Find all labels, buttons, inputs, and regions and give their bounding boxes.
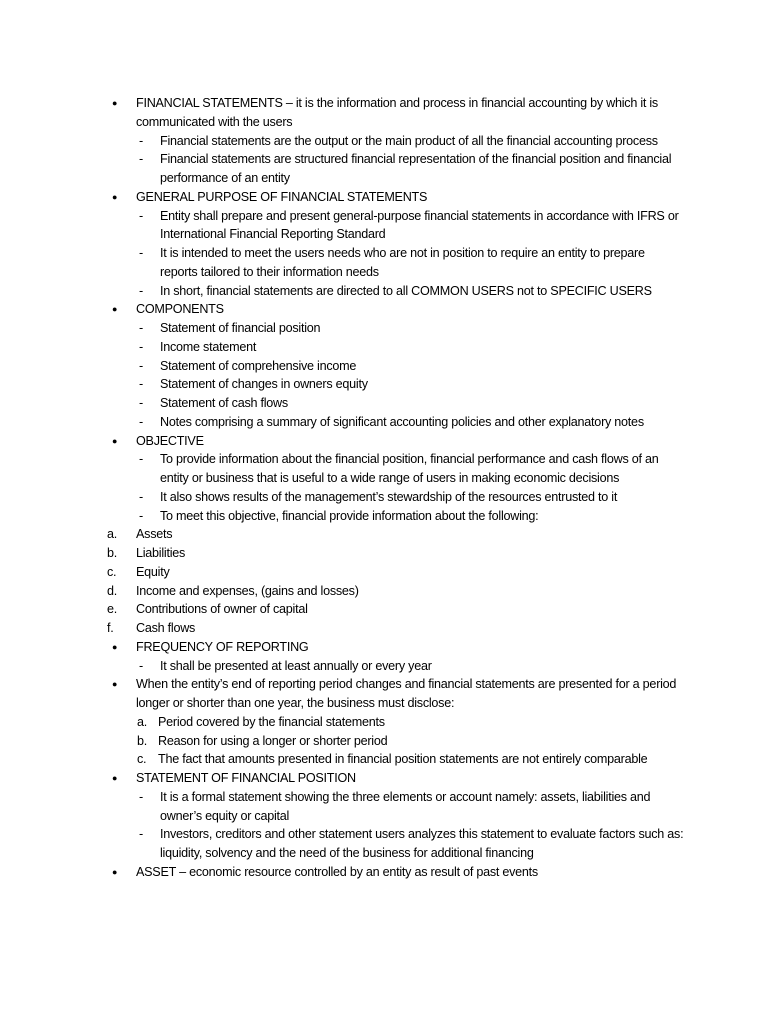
- dash-item: [107, 319, 684, 338]
- lettered-item: [107, 600, 684, 619]
- bullet-marker: ●: [112, 435, 118, 446]
- dash-item: [107, 413, 684, 432]
- dash-item: [107, 282, 684, 301]
- dash-marker: -: [139, 452, 143, 467]
- lettered-item: [107, 619, 684, 638]
- dash-item-text: Financial statements are the output or the main product of all the financial accounting process: [160, 133, 658, 148]
- bullet-item: [107, 300, 684, 319]
- dash-marker: -: [139, 658, 143, 673]
- paragraph-text: When the entity’s end of reporting period changes and financial statements are presented for a period longer or shorter than one year, the business must disclose:: [136, 677, 677, 710]
- dash-item-text: Investors, creditors and other statement users analyzes this statement to evaluate factors such as: liquidity, solvency and the need of the business for additional financing: [160, 827, 684, 860]
- lettered-subitem: [107, 732, 684, 751]
- dash-item-text: It is a formal statement showing the three elements or account namely: assets, liabilities and owner’s equity or capital: [160, 789, 651, 823]
- dash-item-text: It is intended to meet the users needs who are not in position to require an entity to prepare reports tailored to their information needs: [160, 246, 645, 279]
- dash-marker: -: [139, 152, 143, 167]
- dash-marker: -: [139, 283, 143, 298]
- dash-item: [107, 488, 684, 507]
- dash-marker: -: [139, 377, 143, 392]
- letter-marker: c.: [107, 564, 117, 579]
- dash-item-text: Income statement: [160, 339, 257, 354]
- lettered-item-text: Equity: [136, 564, 170, 579]
- section-heading: GENERAL PURPOSE OF FINANCIAL STATEMENTS: [136, 189, 428, 204]
- dash-item: [107, 338, 684, 357]
- dash-item-text: To provide information about the financial position, financial performance and cash flows of an entity or business that is useful to a wide range of users in making economic decisions: [160, 452, 659, 485]
- dash-item-text: Statement of changes in owners equity: [160, 377, 368, 392]
- bullet-item: [107, 638, 684, 657]
- section-heading: FINANCIAL STATEMENTS – it is the information and process in financial accounting by which it is communicated with the users: [136, 96, 658, 129]
- lettered-item-text: Liabilities: [136, 546, 186, 560]
- dash-item: [107, 375, 684, 394]
- dash-marker: -: [139, 358, 143, 373]
- dash-item: [107, 357, 684, 376]
- dash-item-text: Statement of financial position: [160, 321, 321, 335]
- dash-marker: -: [139, 339, 143, 354]
- lettered-item-text: Period covered by the financial statements: [158, 714, 385, 729]
- letter-marker: a.: [137, 714, 148, 729]
- dash-item-text: In short, financial statements are directed to all COMMON USERS not to SPECIFIC USERS: [160, 283, 652, 298]
- section-heading: OBJECTIVE: [136, 433, 204, 448]
- bullet-marker: ●: [112, 679, 118, 690]
- letter-marker: b.: [137, 733, 148, 748]
- lettered-item-text: Income and expenses, (gains and losses): [136, 583, 359, 598]
- lettered-item-text: The fact that amounts presented in financial position statements are not entirely comparable: [158, 752, 648, 767]
- section-heading: STATEMENT OF FINANCIAL POSITION: [136, 771, 356, 785]
- bullet-marker: ●: [112, 773, 118, 783]
- dash-marker: -: [139, 489, 143, 504]
- lettered-subitem: [107, 713, 684, 732]
- letter-marker: f.: [107, 621, 114, 635]
- dash-item-text: Financial statements are structured financial representation of the financial position and financial performance of an entity: [160, 152, 672, 185]
- lettered-item: [107, 525, 684, 544]
- dash-item: [107, 207, 684, 245]
- letter-marker: d.: [107, 583, 118, 598]
- dash-item-text: It also shows results of the management’s stewardship of the resources entrusted to it: [160, 489, 618, 504]
- dash-marker: -: [139, 827, 143, 842]
- dash-marker: -: [139, 208, 143, 223]
- lettered-subitem: [107, 750, 684, 769]
- section-heading: FREQUENCY OF REPORTING: [136, 639, 309, 654]
- dash-item-text: To meet this objective, financial provide information about the following:: [160, 508, 539, 523]
- bullet-item: [107, 432, 684, 451]
- dash-item-text: Entity shall prepare and present general-purpose financial statements in accordance with IFRS or International Financial Reporting Standard: [160, 208, 679, 242]
- bullet-marker: ●: [112, 98, 118, 108]
- lettered-item-text: Contributions of owner of capital: [136, 602, 308, 617]
- letter-marker: c.: [137, 752, 147, 767]
- dash-marker: -: [139, 246, 143, 260]
- section-heading: COMPONENTS: [136, 302, 224, 317]
- dash-item: [107, 825, 684, 863]
- bullet-marker: ●: [112, 304, 118, 315]
- dash-item-text: Notes comprising a summary of significant accounting policies and other explanatory notes: [160, 414, 644, 429]
- dash-item: [107, 788, 684, 826]
- dash-item: [107, 394, 684, 413]
- letter-marker: a.: [107, 527, 118, 542]
- dash-item: [107, 450, 684, 488]
- dash-marker: -: [139, 396, 143, 410]
- dash-item: [107, 657, 684, 676]
- dash-item: [107, 132, 684, 151]
- dash-marker: -: [139, 789, 143, 804]
- lettered-item: [107, 582, 684, 601]
- bullet-item: [107, 863, 684, 882]
- dash-marker: -: [139, 133, 143, 148]
- bullet-item: [107, 769, 684, 788]
- bullet-item: [107, 675, 684, 713]
- paragraph-text: ASSET – economic resource controlled by an entity as result of past events: [136, 864, 538, 879]
- dash-item: [107, 150, 684, 188]
- dash-item: [107, 244, 684, 282]
- bullet-marker: ●: [112, 866, 118, 877]
- dash-marker: -: [139, 321, 143, 335]
- bullet-marker: ●: [112, 191, 118, 202]
- lettered-item-text: Cash flows: [136, 621, 196, 635]
- letter-marker: b.: [107, 546, 118, 560]
- lettered-item: [107, 544, 684, 563]
- dash-item-text: Statement of comprehensive income: [160, 358, 357, 373]
- dash-marker: -: [139, 414, 143, 429]
- lettered-item-text: Assets: [136, 527, 173, 542]
- letter-marker: e.: [107, 602, 118, 617]
- lettered-item: [107, 563, 684, 582]
- bullet-item: [107, 188, 684, 207]
- dash-item-text: Statement of cash flows: [160, 396, 288, 410]
- bullet-marker: ●: [112, 641, 118, 652]
- bullet-item: [107, 94, 684, 132]
- dash-item-text: It shall be presented at least annually or every year: [160, 658, 432, 673]
- lettered-item-text: Reason for using a longer or shorter period: [158, 733, 388, 748]
- dash-item: [107, 507, 684, 526]
- dash-marker: -: [139, 508, 143, 523]
